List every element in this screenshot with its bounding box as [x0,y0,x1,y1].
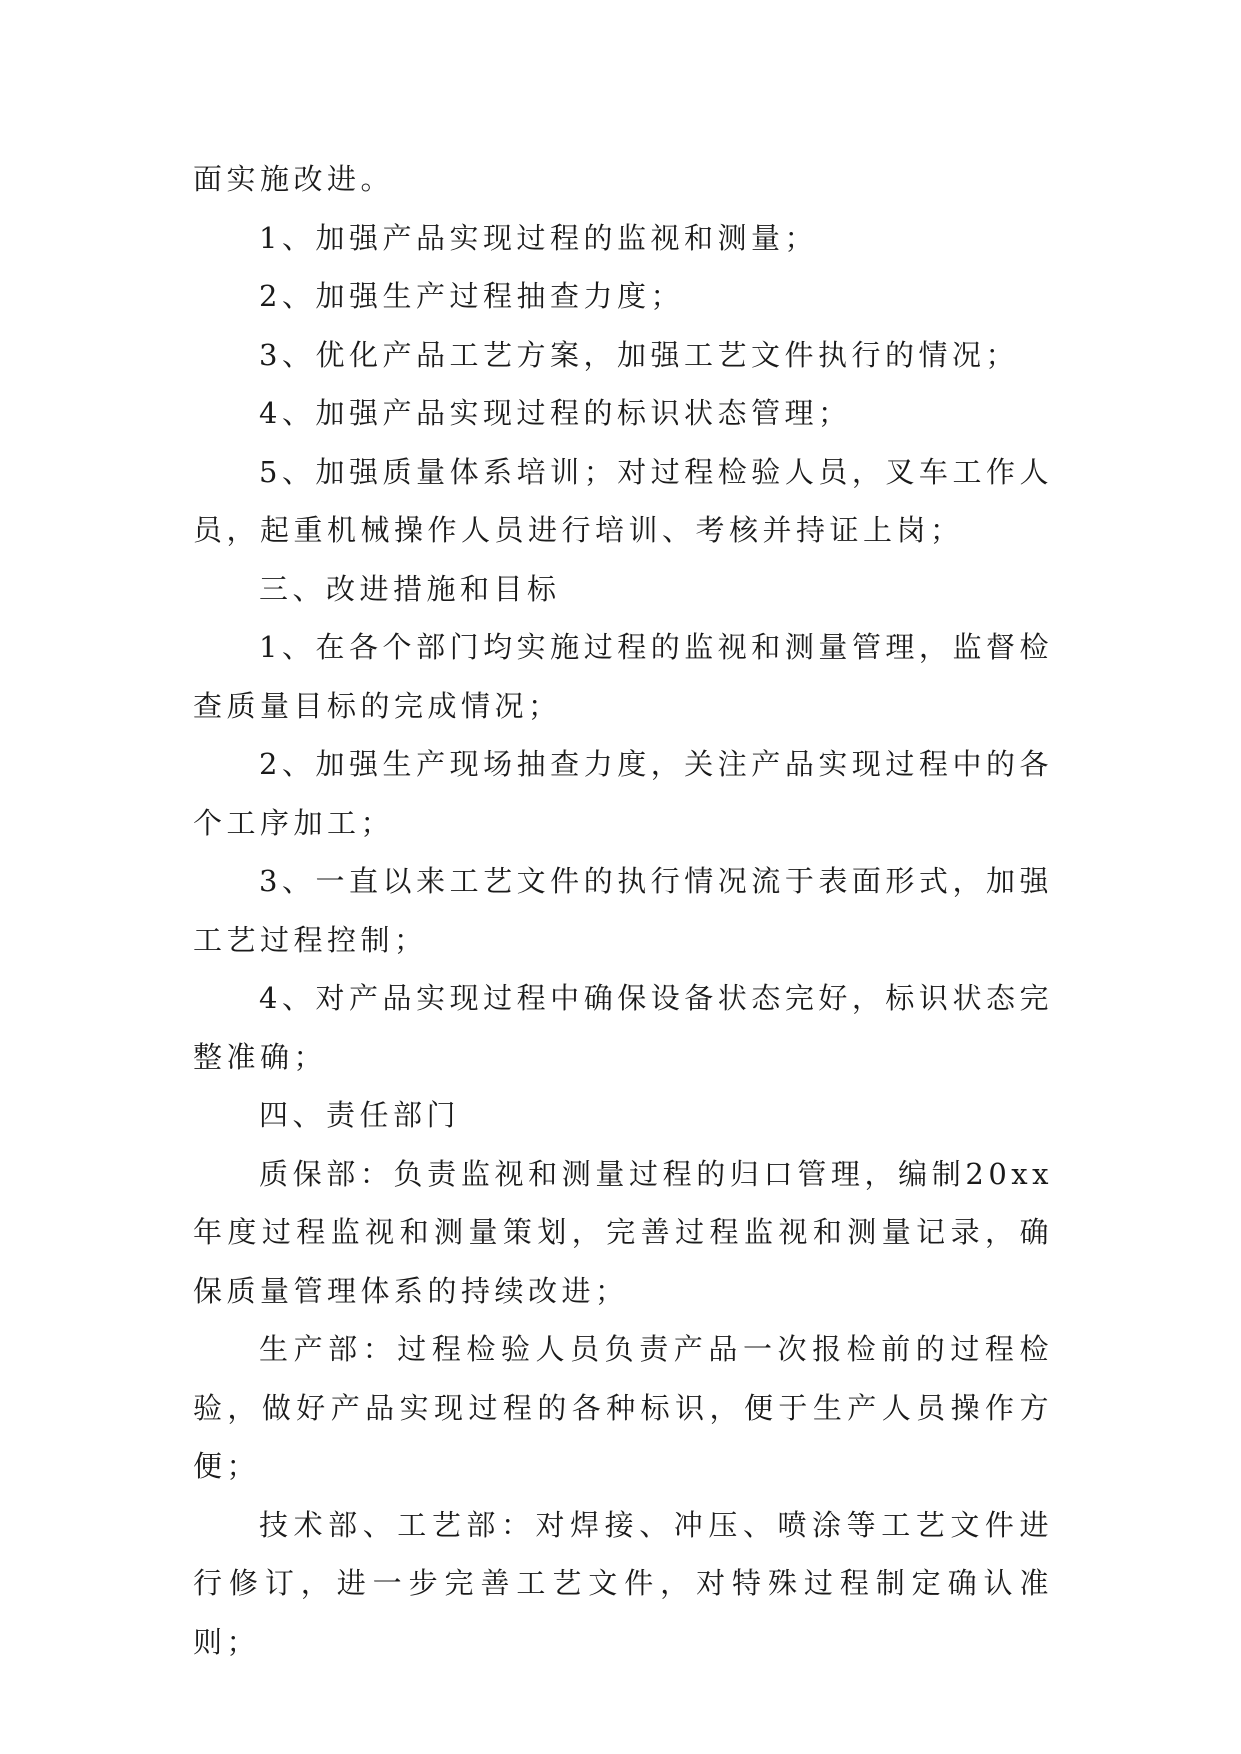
paragraph-item-2: 2、加强生产过程抽查力度； [259,279,684,313]
document-body [193,150,1053,1671]
paragraph-measure-2: 2、加强生产现场抽查力度，关注产品实现过程中的各个工序加工； [193,747,1053,840]
paragraph-quality-dept: 质保部：负责监视和测量过程的归口管理，编制20xx年度过程监视和测量策划，完善过程监视和测量记录，确保质量管理体系的持续改进； [193,1156,1053,1308]
section-heading-departments: 四、责任部门 [259,1098,461,1132]
paragraph-item-5: 5、加强质量体系培训；对过程检验人员，叉车工作人员，起重机械操作人员进行培训、考核并持证上岗； [193,454,1053,547]
paragraph-continuation: 面实施改进。 [193,162,395,196]
paragraph-item-3: 3、优化产品工艺方案，加强工艺文件执行的情况； [259,337,1019,372]
paragraph-measure-3: 3、一直以来工艺文件的执行情况流于表面形式，加强工艺过程控制； [193,864,1053,957]
paragraph-item-1: 1、加强产品实现过程的监视和测量； [259,220,818,255]
paragraph-item-4: 4、加强产品实现过程的标识状态管理； [259,396,852,430]
paragraph-production-dept: 生产部：过程检验人员负责产品一次报检前的过程检验，做好产品实现过程的各种标识，便于生产人员操作方便； [193,1332,1053,1483]
section-heading-measures: 三、改进措施和目标 [259,571,561,606]
paragraph-measure-4: 4、对产品实现过程中确保设备状态完好，标识状态完整准确； [193,981,1053,1074]
paragraph-measure-1: 1、在各个部门均实施过程的监视和测量管理，监督检查质量目标的完成情况； [193,630,1053,723]
paragraph-technical-dept: 技术部、工艺部：对焊接、冲压、喷涂等工艺文件进行修订，进一步完善工艺文件，对特殊过程制定确认准则； [193,1507,1053,1659]
